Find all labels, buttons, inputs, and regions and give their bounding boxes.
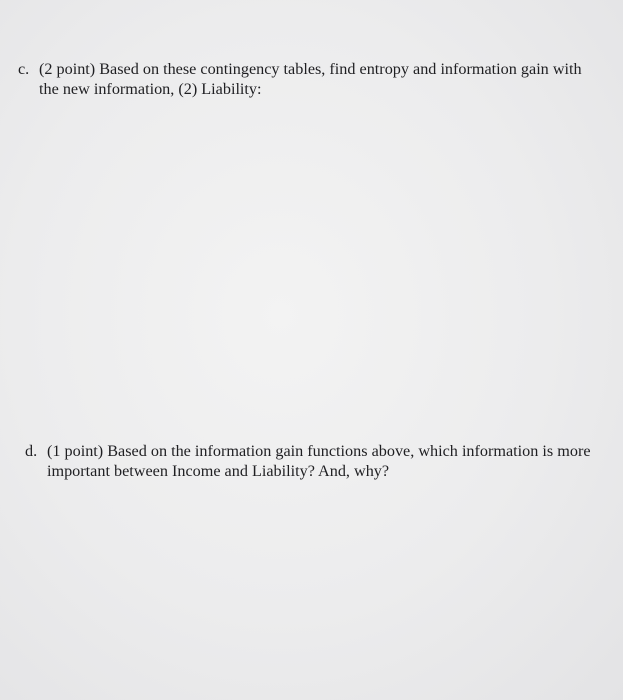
question-d-text-line-2: important between Income and Liability? And, why?	[47, 462, 390, 480]
question-c-marker: c.	[18, 60, 30, 78]
question-d	[25, 441, 615, 481]
question-c	[18, 59, 613, 99]
question-c-text-line-1: (2 point) Based on these contingency tables, find entropy and information gain with	[39, 60, 582, 78]
question-d-text-line-1: (1 point) Based on the information gain functions above, which information is more	[47, 442, 591, 460]
question-c-text-line-2: the new information, (2) Liability:	[39, 80, 262, 98]
question-d-marker: d.	[25, 442, 38, 460]
